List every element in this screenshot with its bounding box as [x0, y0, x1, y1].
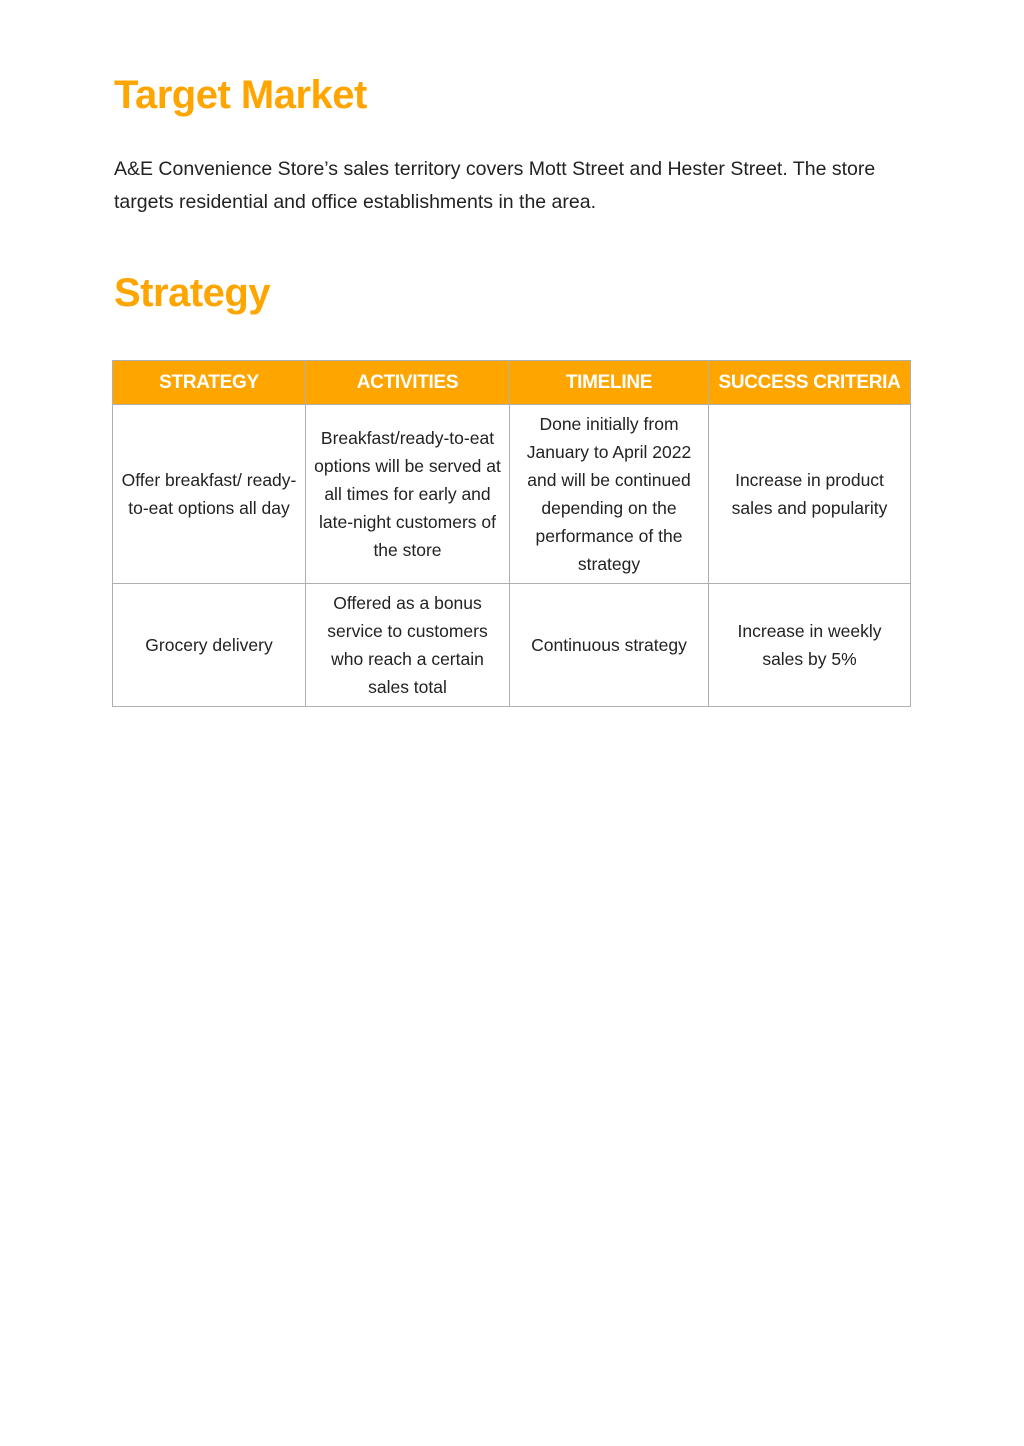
table-cell-strategy: Grocery delivery [113, 584, 306, 707]
target-market-paragraph: A&E Convenience Store’s sales territory covers Mott Street and Hester Street. The store targets residential and office establishments in the area. [114, 158, 876, 213]
column-header-success-criteria: SUCCESS CRITERIA [709, 361, 911, 405]
table-cell-activities: Breakfast/ready-to-eat options will be served at all times for early and late-night customers of the store [306, 405, 510, 584]
column-header-strategy: STRATEGY [113, 361, 306, 405]
table-cell-success-criteria: Increase in product sales and popularity [709, 405, 911, 584]
table-cell-strategy: Offer breakfast/ ready-to-eat options all day [113, 405, 306, 584]
table-cell-activities: Offered as a bonus service to customers who reach a certain sales total [306, 584, 510, 707]
column-header-timeline: TIMELINE [510, 361, 709, 405]
strategy-table [112, 360, 911, 707]
table-cell-timeline: Done initially from January to April 2022 and will be continued depending on the performance of the strategy [510, 405, 709, 584]
table-cell-success-criteria: Increase in weekly sales by 5% [709, 584, 911, 707]
table-row [113, 405, 911, 584]
column-header-activities: ACTIVITIES [306, 361, 510, 405]
table-header-row [113, 361, 911, 405]
table-cell-timeline: Continuous strategy [510, 584, 709, 707]
target-market-heading: Target Market [114, 73, 367, 117]
strategy-heading: Strategy [114, 271, 271, 315]
table-row [113, 584, 911, 707]
